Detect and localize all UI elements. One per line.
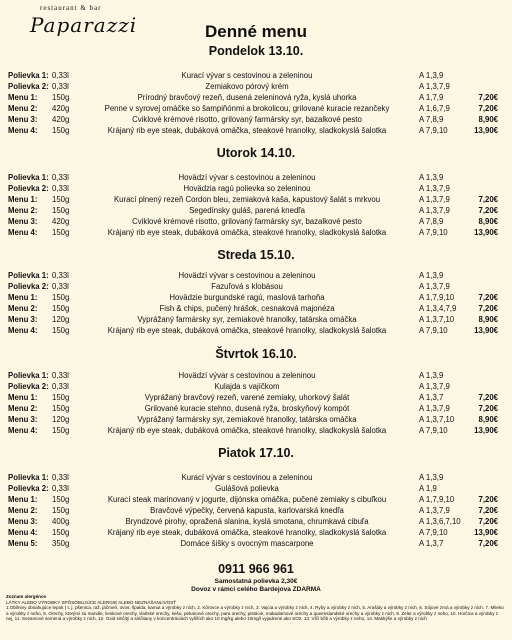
menu-row	[0, 414, 512, 425]
menu-item-allergens: A 1,3,7,9	[419, 382, 450, 391]
menu-item-dish: Hovädzí vývar s cestovinou a zeleninou	[178, 173, 316, 182]
soup-price-note: Samostatná polievka 2,30€	[214, 578, 298, 585]
delivery-note: Dovoz v rámci celého Bardejova ZDARMA	[191, 586, 321, 593]
menu-item-dish: Vyprážaný farmársky syr, zemiakové hranolky, tatárska omáčka	[137, 415, 357, 424]
day-heading: Piatok 17.10.	[218, 446, 294, 460]
menu-item-dish: Segedínsky guláš, parená knedľa	[189, 206, 305, 215]
menu-item-price: 7,20€	[478, 93, 498, 102]
menu-row	[0, 114, 512, 125]
menu-row	[0, 370, 512, 381]
page-title: Denné menu	[204, 22, 308, 41]
menu-item-quantity: 420g	[52, 104, 70, 113]
menu-item-quantity: 150g	[52, 393, 70, 402]
menu-item-label: Polievka 1:	[8, 473, 49, 482]
menu-row	[0, 472, 512, 483]
menu-item-dish: Kurací plnený rezeň Cordon bleu, zemiaková kaša, kapustový šalát s mrkvou	[113, 195, 381, 204]
menu-item-quantity: 400g	[52, 517, 70, 526]
menu-item-allergens: A 1,9	[419, 484, 437, 493]
menu-row	[0, 494, 512, 505]
menu-item-allergens: A 7,9,10	[419, 528, 448, 537]
menu-item-label: Menu 4:	[8, 228, 38, 237]
menu-item-label: Polievka 1:	[8, 271, 49, 280]
menu-item-price: 13,90€	[474, 326, 498, 335]
menu-item-dish: Hovädzí vývar s cestovinou a zeleninou	[178, 271, 316, 280]
menu-item-quantity: 0,33l	[52, 371, 69, 380]
menu-item-price: 13,90€	[474, 528, 498, 537]
menu-item-quantity: 150g	[52, 404, 70, 413]
menu-item-label: Menu 3:	[8, 315, 38, 324]
menu-row	[0, 172, 512, 183]
menu-item-quantity: 150g	[52, 528, 70, 537]
menu-item-dish: Kurací steak marinovaný v jogurte, dijónska omáčka, pučené zemiaky s cibuľkou	[107, 495, 387, 504]
menu-row	[0, 281, 512, 292]
menu-item-quantity: 150g	[52, 195, 70, 204]
menu-row	[0, 81, 512, 92]
allergen-heading: Zoznam alergénov	[6, 594, 47, 599]
menu-row	[0, 70, 512, 81]
menu-item-quantity: 0,33l	[52, 184, 69, 193]
allergen-legend	[6, 594, 506, 622]
menu-item-price: 8,90€	[478, 115, 498, 124]
menu-item-label: Menu 2:	[8, 304, 38, 313]
menu-row	[0, 403, 512, 414]
menu-item-quantity: 120g	[52, 415, 70, 424]
menu-item-allergens: A 1,3,7,9	[419, 82, 450, 91]
menu-item-quantity: 150g	[52, 93, 70, 102]
menu-item-allergens: A 1,3,4,7,9	[419, 304, 457, 313]
menu-item-label: Menu 1:	[8, 93, 38, 102]
menu-item-price: 7,20€	[478, 206, 498, 215]
menu-item-quantity: 150g	[52, 293, 70, 302]
menu-item-quantity: 0,33l	[52, 382, 69, 391]
menu-item-allergens: A 7,8,9	[419, 115, 444, 124]
menu-item-price: 7,20€	[478, 393, 498, 402]
day-heading: Streda 15.10.	[217, 248, 295, 262]
menu-item-dish: Cviklové krémové risotto, grilovaný farmársky syr, bazalkové pesto	[132, 115, 362, 124]
menu-item-dish: Krájaný rib eye steak, dubáková omáčka, steakové hranolky, sladkokyslá šalotka	[107, 228, 387, 237]
menu-row	[0, 270, 512, 281]
menu-row	[0, 392, 512, 403]
menu-item-quantity: 0,33l	[52, 484, 69, 493]
menu-item-dish: Krájaný rib eye steak, dubáková omáčka, steakové hranolky, sladkokyslá šalotka	[107, 326, 387, 335]
menu-item-allergens: A 1,3,7,9	[419, 282, 450, 291]
menu-item-price: 7,20€	[478, 104, 498, 113]
menu-item-label: Menu 4:	[8, 326, 38, 335]
menu-item-quantity: 150g	[52, 326, 70, 335]
menu-item-dish: Fish & chips, pučený hrášok, cesnaková majonéza	[159, 304, 335, 313]
menu-row	[0, 194, 512, 205]
menu-row	[0, 183, 512, 194]
menu-item-price: 7,20€	[478, 539, 498, 548]
menu-row	[0, 527, 512, 538]
menu-item-quantity: 350g	[52, 539, 70, 548]
menu-item-label: Menu 4:	[8, 426, 38, 435]
menu-item-label: Menu 2:	[8, 104, 38, 113]
menu-row	[0, 103, 512, 114]
menu-item-dish: Kurací vývar s cestovinou a zeleninou	[181, 473, 313, 482]
menu-item-dish: Penne v syrovej omáčke so šampiňónmi a brokolicou, grilované kuracie rezančeky	[104, 104, 390, 113]
menu-item-dish: Grilované kuracie stehno, dusená ryža, broskyňový kompót	[144, 404, 350, 413]
menu-item-allergens: A 1,3,7,9	[419, 195, 450, 204]
menu-item-label: Menu 1:	[8, 195, 38, 204]
menu-item-dish: Cviklové krémové risotto, grilovaný farmársky syr, bazalkové pesto	[132, 217, 362, 226]
menu-item-allergens: A 7,9,10	[419, 326, 448, 335]
menu-item-allergens: A 1,3,7	[419, 393, 444, 402]
menu-item-price: 7,20€	[478, 506, 498, 515]
menu-item-quantity: 150g	[52, 495, 70, 504]
menu-item-allergens: A 1,3,7	[419, 539, 444, 548]
day-heading: Štvrtok 16.10.	[215, 347, 297, 361]
menu-item-allergens: A 1,3,7,10	[419, 315, 455, 324]
menu-item-label: Menu 3:	[8, 115, 38, 124]
menu-item-label: Polievka 2:	[8, 484, 49, 493]
menu-item-quantity: 0,33l	[52, 473, 69, 482]
menu-item-allergens: A 1,6,7,9	[419, 104, 450, 113]
menu-item-allergens: A 1,3,7,9	[419, 404, 450, 413]
day-heading: Pondelok 13.10.	[208, 44, 304, 58]
menu-row	[0, 538, 512, 549]
menu-row	[0, 125, 512, 136]
menu-item-dish: Kurací vývar s cestovinou a zeleninou	[181, 71, 313, 80]
menu-item-price: 13,90€	[474, 126, 498, 135]
menu-item-label: Menu 2:	[8, 506, 38, 515]
menu-row	[0, 516, 512, 527]
menu-item-label: Menu 3:	[8, 415, 38, 424]
menu-item-price: 13,90€	[474, 228, 498, 237]
menu-item-quantity: 150g	[52, 426, 70, 435]
menu-item-label: Polievka 2:	[8, 282, 49, 291]
day-heading: Utorok 14.10.	[216, 146, 296, 160]
menu-item-allergens: A 1,3,7,9	[419, 206, 450, 215]
menu-item-dish: Domáce šišky s ovocným mascarpone	[180, 539, 314, 548]
menu-item-dish: Prírodný bravčový rezeň, dusená zeleninová ryža, kyslá uhorka	[137, 93, 357, 102]
menu-item-dish: Hovädzie burgundské ragú, maslová tarhoňa	[169, 293, 325, 302]
menu-item-label: Menu 4:	[8, 126, 38, 135]
menu-item-allergens: A 1,7,9	[419, 93, 444, 102]
menu-row	[0, 216, 512, 227]
menu-item-label: Polievka 2:	[8, 82, 49, 91]
menu-item-price: 7,20€	[478, 517, 498, 526]
menu-item-label: Menu 2:	[8, 206, 38, 215]
menu-item-dish: Krájaný rib eye steak, dubáková omáčka, steakové hranolky, sladkokyslá šalotka	[107, 126, 387, 135]
menu-item-dish: Vyprážaný farmársky syr, zemiakové hranolky, tatárska omáčka	[137, 315, 357, 324]
menu-item-quantity: 150g	[52, 506, 70, 515]
menu-item-quantity: 150g	[52, 126, 70, 135]
menu-item-allergens: A 1,3,7,9	[419, 184, 450, 193]
menu-item-label: Polievka 2:	[8, 382, 49, 391]
menu-item-label: Polievka 1:	[8, 71, 49, 80]
menu-row	[0, 292, 512, 303]
menu-item-price: 13,90€	[474, 426, 498, 435]
menu-item-quantity: 420g	[52, 115, 70, 124]
menu-item-allergens: A 7,9,10	[419, 426, 448, 435]
menu-item-quantity: 420g	[52, 217, 70, 226]
menu-row	[0, 92, 512, 103]
menu-item-price: 7,20€	[478, 195, 498, 204]
menu-item-quantity: 0,33l	[52, 271, 69, 280]
menu-item-dish: Bravčové výpečky, červená kapusta, karlovarská knedľa	[150, 506, 344, 515]
menu-row	[0, 325, 512, 336]
menu-item-dish: Krájaný rib eye steak, dubáková omáčka, steakové hranolky, sladkokyslá šalotka	[107, 528, 387, 537]
menu-row	[0, 425, 512, 436]
menu-item-quantity: 150g	[52, 206, 70, 215]
allergen-subheading: LÁTKY ALEBO VÝROBKY SPÔSOBUJÚCE ALERGIE ALEBO NEZNÁŠANLIVOSŤ	[6, 599, 177, 605]
menu-item-quantity: 0,33l	[52, 282, 69, 291]
menu-item-dish: Krájaný rib eye steak, dubáková omáčka, steakové hranolky, sladkokyslá šalotka	[107, 426, 387, 435]
menu-item-label: Menu 3:	[8, 217, 38, 226]
menu-item-dish: Zemiakovo pórový krém	[205, 82, 289, 91]
logo-subtitle: restaurant & bar	[40, 4, 102, 12]
menu-item-allergens: A 1,3,9	[419, 371, 444, 380]
menu-item-dish: Fazuľová s klobásou	[211, 282, 283, 291]
menu-item-label: Menu 1:	[8, 393, 38, 402]
menu-row	[0, 303, 512, 314]
menu-row	[0, 381, 512, 392]
menu-item-allergens: A 7,8,9	[419, 217, 444, 226]
menu-item-label: Polievka 1:	[8, 371, 49, 380]
menu-item-quantity: 0,33l	[52, 82, 69, 91]
menu-row	[0, 227, 512, 238]
logo-name: Paparazzi	[30, 13, 138, 37]
menu-row	[0, 205, 512, 216]
menu-item-price: 7,20€	[478, 304, 498, 313]
menu-item-label: Menu 4:	[8, 528, 38, 537]
menu-item-quantity: 0,33l	[52, 71, 69, 80]
menu-row	[0, 483, 512, 494]
menu-item-price: 7,20€	[478, 293, 498, 302]
menu-item-label: Menu 2:	[8, 404, 38, 413]
menu-item-price: 8,90€	[478, 415, 498, 424]
menu-item-dish: Vyprážaný bravčový rezeň, varené zemiaky, uhorkový šalát	[144, 393, 350, 402]
menu-item-label: Polievka 2:	[8, 184, 49, 193]
menu-item-price: 7,20€	[478, 495, 498, 504]
menu-item-allergens: A 1,3,9	[419, 173, 444, 182]
menu-row	[0, 314, 512, 325]
menu-item-allergens: A 1,7,9,10	[419, 495, 455, 504]
menu-item-dish: Kulajda s vajíčkom	[214, 382, 280, 391]
menu-item-label: Menu 1:	[8, 495, 38, 504]
menu-item-allergens: A 1,3,9	[419, 71, 444, 80]
menu-item-price: 8,90€	[478, 217, 498, 226]
menu-item-label: Polievka 1:	[8, 173, 49, 182]
menu-item-price: 8,90€	[478, 315, 498, 324]
menu-item-dish: Bryndzové pirohy, opražená slanina, kyslá smotana, chrumkavá cibuľa	[125, 517, 369, 526]
menu-item-dish: Gulášová polievka	[215, 484, 279, 493]
menu-item-quantity: 150g	[52, 228, 70, 237]
menu-row	[0, 505, 512, 516]
menu-item-label: Menu 1:	[8, 293, 38, 302]
menu-item-dish: Hovädzia ragú polievka so zeleninou	[183, 184, 311, 193]
menu-item-allergens: A 1,3,9	[419, 473, 444, 482]
menu-item-price: 7,20€	[478, 404, 498, 413]
menu-item-quantity: 120g	[52, 315, 70, 324]
menu-item-quantity: 0,33l	[52, 173, 69, 182]
menu-item-dish: Hovädzí vývar s cestovinou a zeleninou	[178, 371, 316, 380]
menu-item-allergens: A 1,3,9	[419, 271, 444, 280]
menu-item-quantity: 150g	[52, 304, 70, 313]
menu-item-allergens: A 1,3,6,7,10	[419, 517, 461, 526]
menu-item-allergens: A 7,9,10	[419, 228, 448, 237]
phone-number[interactable]: 0911 966 961	[218, 562, 294, 576]
allergen-text: 1.Obilniny obsahujúce lepok ( t. j. pšenica, raž, jačmeň, ovos, špalda, kamut a výrobky z nich, 2. Kôrovce a výrobky z nich, 3. Vajcia a výrobky z nich, 4. Ryby a výrobky z nich, 5. Arašidy a výrobky z nich, 6. Sójové zrná a výrobky z nich, 7. Mlieko a výrobky z neho, 8. Orechy, ktorými sú mandle, lieskové orechy, vlašské orechy, kešu, pekanové orechy, para orechy, pistácie, makadamové orechy a queenslandské orechy a výrobky z nich, 9. Zeler a výrobky z neho, 10. Horčica a výrobky z nej, 11. Sezamové semená a výrobky z nich, 12. Oxid siričitý a siričitany v koncentráciách vyšších ako 10 mg/kg alebo 10mg/l vyjadrené ako SO2, 13. Vlčí bôb a výrobky z neho, 14. Mäkkýše a výrobky z nich	[6, 605, 504, 622]
menu-item-allergens: A 1,7,9,10	[419, 293, 455, 302]
menu-item-label: Menu 3:	[8, 517, 38, 526]
menu-item-allergens: A 7,9,10	[419, 126, 448, 135]
menu-item-allergens: A 1,3,7,9	[419, 506, 450, 515]
menu-item-label: Menu 5:	[8, 539, 38, 548]
menu-item-allergens: A 1,3,7,10	[419, 415, 455, 424]
